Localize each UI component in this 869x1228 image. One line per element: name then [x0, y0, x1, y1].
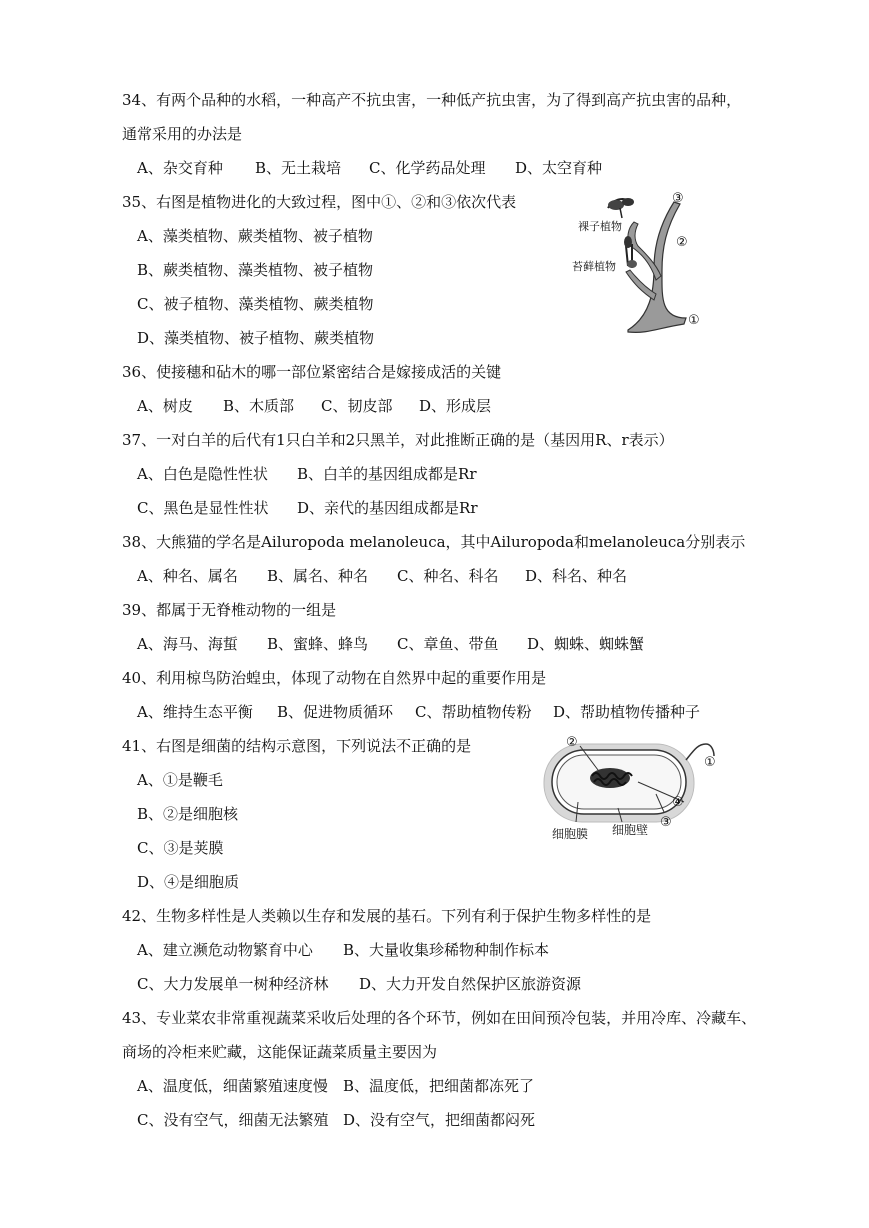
q41-stem: 41、右图是细菌的结构示意图，下列说法不正确的是 — [122, 737, 472, 755]
q38-option-c[interactable]: C、种名、科名 — [397, 567, 499, 585]
q39-option-b[interactable]: B、蜜蜂、蜂鸟 — [267, 635, 369, 653]
plant-evolution-figure — [568, 188, 718, 336]
q36-option-c[interactable]: C、韧皮部 — [321, 397, 393, 415]
q34-stem-line1: 34、有两个品种的水稻，一种高产不抗虫害，一种低产抗虫害，为了得到高产抗虫害的品种， — [122, 91, 742, 109]
q42-option-a[interactable]: A、建立濒危动物繁育中心 — [137, 941, 313, 959]
q43-option-b[interactable]: B、温度低，把细菌都冻死了 — [343, 1077, 535, 1095]
q41-option-d[interactable]: D、④是细胞质 — [137, 873, 240, 891]
q34-option-d[interactable]: D、太空育种 — [515, 159, 603, 177]
bacteria-marker-4: ④ — [672, 795, 684, 810]
q39-option-a[interactable]: A、海马、海蜇 — [137, 635, 238, 653]
q39-stem: 39、都属于无脊椎动物的一组是 — [122, 601, 337, 619]
q37-option-b[interactable]: B、白羊的基因组成都是Rr — [297, 465, 477, 483]
q34-stem-line2: 通常采用的办法是 — [122, 125, 243, 143]
q35-option-c[interactable]: C、被子植物、藻类植物、蕨类植物 — [137, 295, 374, 313]
q41-option-a[interactable]: A、①是鞭毛 — [137, 771, 223, 789]
bacteria-marker-3: ③ — [660, 815, 672, 830]
q39-option-c[interactable]: C、章鱼、带鱼 — [397, 635, 499, 653]
q39-option-d[interactable]: D、蜘蛛、蜘蛛蟹 — [527, 635, 645, 653]
q37-options-row1 — [137, 464, 477, 484]
evolution-tree-trunk — [628, 202, 686, 332]
q38-option-d[interactable]: D、科名、种名 — [525, 567, 628, 585]
bacteria-structure-figure — [538, 730, 720, 842]
q38-stem: 38、大熊猫的学名是Ailuropoda melanoleuca，其中Ailuropoda和melanoleuca分别表示 — [122, 533, 746, 551]
q40-options — [137, 702, 700, 722]
label-gymnosperm: 裸子植物 — [578, 220, 622, 233]
q35-option-b[interactable]: B、蕨类植物、藻类植物、被子植物 — [137, 261, 374, 279]
q38-option-a[interactable]: A、种名、属名 — [137, 567, 238, 585]
q42-options-row2 — [137, 974, 581, 994]
q35-stem: 35、右图是植物进化的大致过程，图中①、②和③依次代表 — [122, 193, 517, 211]
q43-options-row1 — [137, 1076, 534, 1096]
q36-option-d[interactable]: D、形成层 — [419, 397, 492, 415]
q43-option-a[interactable]: A、温度低，细菌繁殖速度慢 — [137, 1077, 328, 1095]
q39-options — [137, 634, 644, 654]
marker-1: ① — [688, 313, 700, 328]
q36-stem: 36、使接穗和砧木的哪一部位紧密结合是嫁接成活的关键 — [122, 363, 502, 381]
marker-2: ② — [676, 235, 688, 250]
q40-option-d[interactable]: D、帮助植物传播种子 — [553, 703, 701, 721]
q43-option-c[interactable]: C、没有空气，细菌无法繁殖 — [137, 1111, 329, 1129]
gymnosperm-plant-icon — [608, 198, 634, 218]
q43-option-d[interactable]: D、没有空气，把细菌都闷死 — [343, 1111, 536, 1129]
q38-option-b[interactable]: B、属名、种名 — [267, 567, 369, 585]
q40-option-b[interactable]: B、促进物质循环 — [277, 703, 394, 721]
q37-option-d[interactable]: D、亲代的基因组成都是Rr — [297, 499, 478, 517]
q40-stem: 40、利用椋鸟防治蝗虫，体现了动物在自然界中起的重要作用是 — [122, 669, 547, 687]
q42-options-row1 — [137, 940, 549, 960]
marker-3: ③ — [672, 191, 684, 206]
q43-stem-line1: 43、专业菜农非常重视蔬菜采收后处理的各个环节，例如在田间预冷包装，并用冷库、冷藏车、 — [122, 1009, 757, 1027]
q40-option-c[interactable]: C、帮助植物传粉 — [415, 703, 532, 721]
q37-option-a[interactable]: A、白色是隐性性状 — [137, 465, 268, 483]
q43-options-row2 — [137, 1110, 535, 1130]
bacteria-marker-2: ② — [566, 735, 578, 750]
q34-option-c[interactable]: C、化学药品处理 — [369, 159, 486, 177]
q36-options — [137, 396, 491, 416]
q42-option-b[interactable]: B、大量收集珍稀物种制作标本 — [343, 941, 550, 959]
q34-option-a[interactable]: A、杂交育种 — [137, 159, 223, 177]
q36-option-b[interactable]: B、木质部 — [223, 397, 295, 415]
label-cell-wall: 细胞壁 — [612, 823, 649, 837]
q42-option-d[interactable]: D、大力开发自然保护区旅游资源 — [359, 975, 582, 993]
q42-stem: 42、生物多样性是人类赖以生存和发展的基石。下列有利于保护生物多样性的是 — [122, 907, 652, 925]
q37-option-c[interactable]: C、黑色是显性性状 — [137, 499, 269, 517]
q38-options — [137, 566, 627, 586]
q41-option-b[interactable]: B、②是细胞核 — [137, 805, 239, 823]
q34-options — [137, 158, 602, 178]
label-moss: 苔藓植物 — [572, 260, 616, 273]
q42-option-c[interactable]: C、大力发展单一树种经济林 — [137, 975, 329, 993]
q41-option-c[interactable]: C、③是荚膜 — [137, 839, 224, 857]
q36-option-a[interactable]: A、树皮 — [137, 397, 193, 415]
q35-option-d[interactable]: D、藻类植物、被子植物、蕨类植物 — [137, 329, 375, 347]
q34-option-b[interactable]: B、无土栽培 — [255, 159, 342, 177]
q37-options-row2 — [137, 498, 478, 518]
q35-option-a[interactable]: A、藻类植物、蕨类植物、被子植物 — [137, 227, 373, 245]
label-cell-membrane: 细胞膜 — [552, 827, 589, 841]
bacteria-marker-1: ① — [704, 755, 716, 770]
q37-stem: 37、一对白羊的后代有1只白羊和2只黑羊，对此推断正确的是（基因用R、r表示） — [122, 431, 674, 449]
q40-option-a[interactable]: A、维持生态平衡 — [137, 703, 253, 721]
q43-stem-line2: 商场的冷柜来贮藏，这能保证蔬菜质量主要因为 — [122, 1043, 438, 1061]
